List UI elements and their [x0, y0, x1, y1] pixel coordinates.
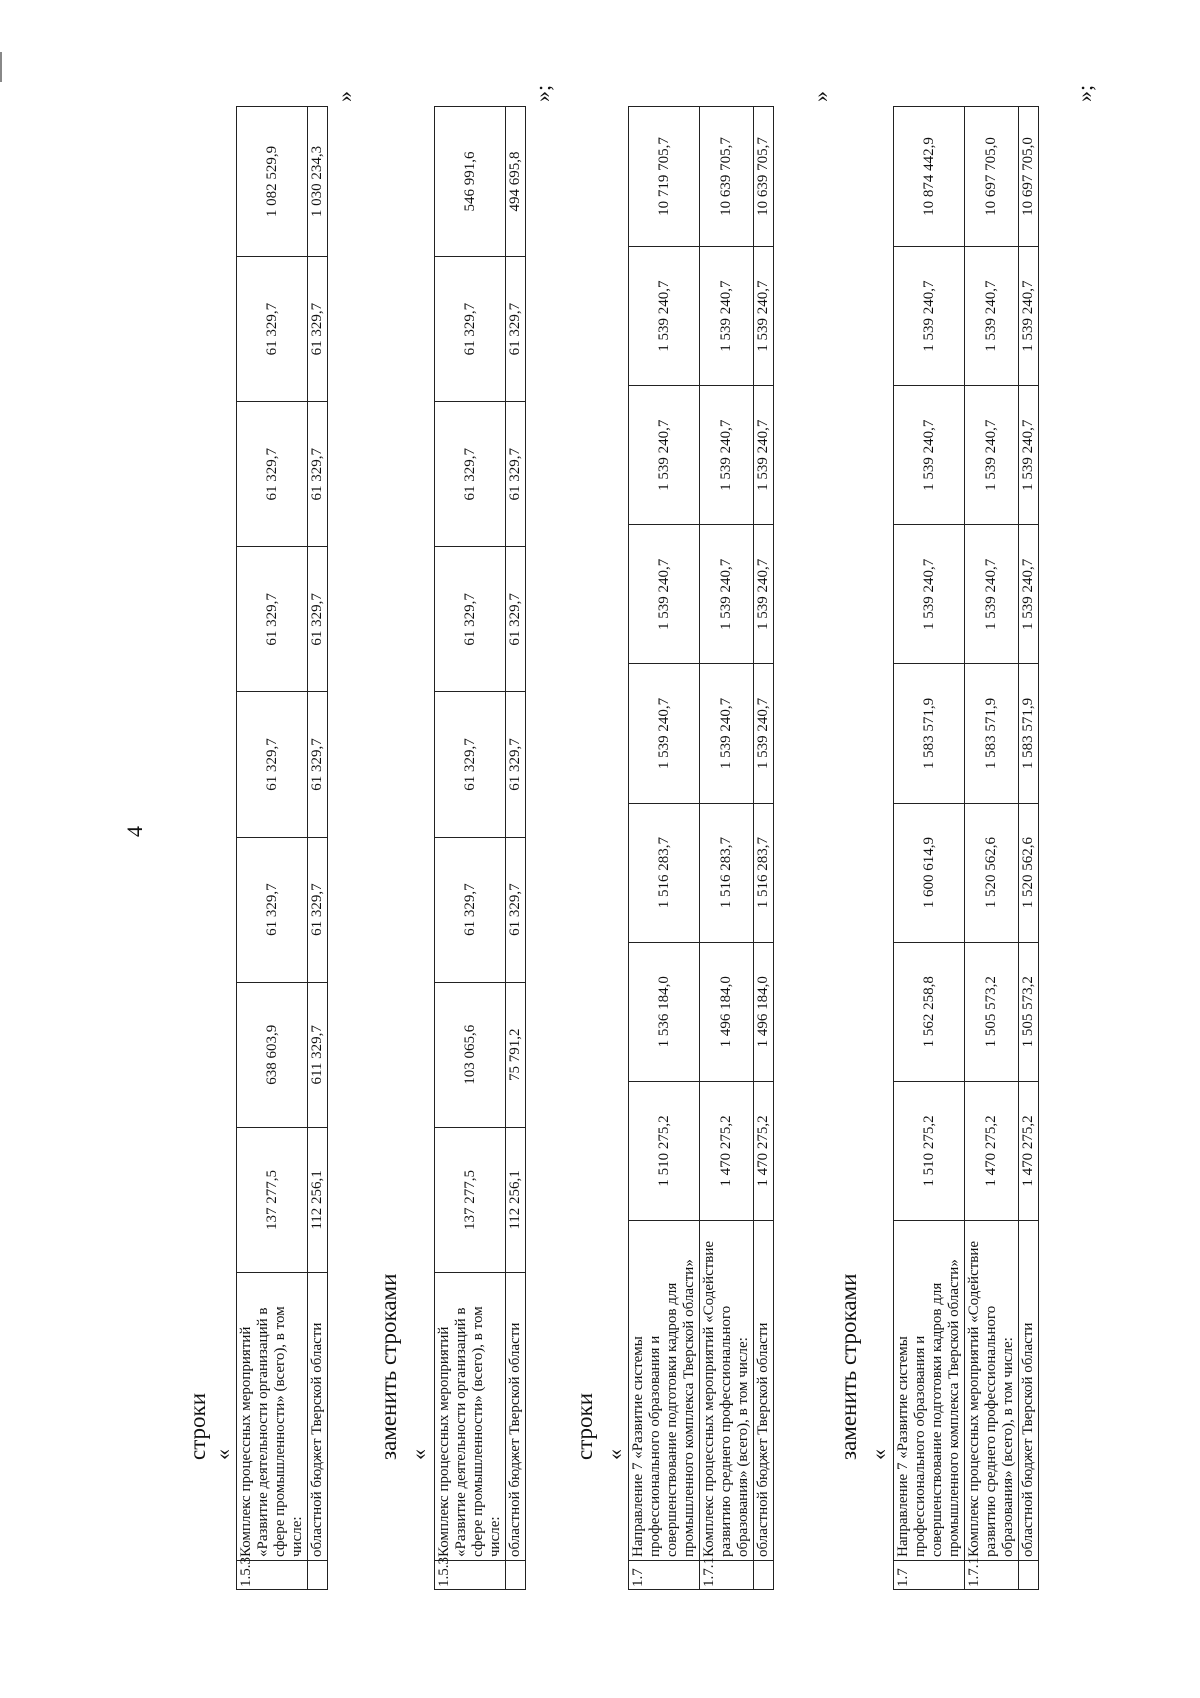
section-1-table: [236, 106, 328, 1590]
value-cell: 1 539 240,7: [754, 525, 774, 664]
value-cell: 1 536 184,0: [629, 942, 700, 1081]
total-cell: 10 719 705,7: [629, 107, 700, 247]
value-cell: 1 562 258,8: [894, 942, 965, 1081]
row-name: областной бюджет Тверской области: [1019, 1221, 1039, 1561]
section-4-close-quote: »;: [1072, 84, 1097, 102]
value-cell: 103 065,6: [435, 982, 506, 1127]
value-cell: 61 329,7: [435, 402, 506, 547]
table-row: [894, 107, 965, 1590]
value-cell: 1 539 240,7: [754, 247, 774, 386]
table-row: [700, 107, 754, 1590]
value-cell: 61 329,7: [435, 837, 506, 982]
value-cell: 1 539 240,7: [629, 247, 700, 386]
value-cell: 1 539 240,7: [700, 525, 754, 664]
value-cell: 1 539 240,7: [754, 386, 774, 525]
value-cell: 61 329,7: [506, 547, 526, 692]
total-cell: 10 874 442,9: [894, 107, 965, 247]
row-number: 1.7.1: [700, 1561, 754, 1590]
row-name: областной бюджет Тверской области: [754, 1221, 774, 1561]
row-name: Направление 7 «Развитие системы профессионального образования и совершенствование подготовки кадров для промышленного комплекса Тверской области»: [894, 1221, 965, 1561]
value-cell: 75 791,2: [506, 982, 526, 1127]
value-cell: 61 329,7: [237, 547, 308, 692]
value-cell: 61 329,7: [237, 837, 308, 982]
section-1-close-quote: »: [332, 91, 357, 102]
table-row: [629, 107, 700, 1590]
value-cell: 61 329,7: [506, 402, 526, 547]
value-cell: 1 539 240,7: [965, 386, 1019, 525]
total-cell: 546 991,6: [435, 107, 506, 257]
value-cell: 1 510 275,2: [629, 1081, 700, 1220]
value-cell: 61 329,7: [308, 547, 328, 692]
section-3-open-quote: «: [602, 1449, 627, 1460]
value-cell: 61 329,7: [308, 837, 328, 982]
value-cell: 1 539 240,7: [1019, 525, 1039, 664]
value-cell: 61 329,7: [506, 692, 526, 837]
total-cell: 1 082 529,9: [237, 107, 308, 257]
value-cell: 1 516 283,7: [629, 803, 700, 942]
section-2-open-quote: «: [406, 1449, 431, 1460]
value-cell: 1 539 240,7: [894, 525, 965, 664]
page-number: 4: [122, 826, 147, 837]
section-4-open-quote: «: [866, 1449, 891, 1460]
value-cell: 1 539 240,7: [1019, 386, 1039, 525]
value-cell: 611 329,7: [308, 982, 328, 1127]
value-cell: 1 496 184,0: [754, 942, 774, 1081]
row-name: Направление 7 «Развитие системы профессионального образования и совершенствование подготовки кадров для промышленного комплекса Тверской области»: [629, 1221, 700, 1561]
value-cell: 1 539 240,7: [894, 247, 965, 386]
value-cell: 137 277,5: [237, 1127, 308, 1272]
total-cell: 1 030 234,3: [308, 107, 328, 257]
value-cell: 61 329,7: [435, 692, 506, 837]
value-cell: 1 539 240,7: [700, 664, 754, 803]
value-cell: 1 539 240,7: [965, 525, 1019, 664]
value-cell: 1 583 571,9: [1019, 664, 1039, 803]
section-1-intro: строки: [185, 1392, 210, 1460]
value-cell: 1 600 614,9: [894, 803, 965, 942]
row-number: [754, 1561, 774, 1590]
row-number: 1.7: [629, 1561, 700, 1590]
value-cell: 61 329,7: [237, 692, 308, 837]
section-3-table: [628, 106, 774, 1590]
value-cell: 1 516 283,7: [700, 803, 754, 942]
value-cell: 1 539 240,7: [894, 386, 965, 525]
row-number: [506, 1561, 526, 1590]
value-cell: 1 539 240,7: [700, 247, 754, 386]
value-cell: 1 539 240,7: [629, 664, 700, 803]
value-cell: 1 520 562,6: [965, 803, 1019, 942]
value-cell: 61 329,7: [506, 837, 526, 982]
value-cell: 1 470 275,2: [754, 1081, 774, 1220]
value-cell: 1 539 240,7: [965, 247, 1019, 386]
table-row: [308, 107, 328, 1590]
section-2-intro: заменить строками: [376, 1273, 401, 1460]
total-cell: 494 695,8: [506, 107, 526, 257]
value-cell: 61 329,7: [506, 257, 526, 402]
row-name: областной бюджет Тверской области: [308, 1273, 328, 1561]
total-cell: 10 639 705,7: [700, 107, 754, 247]
value-cell: 112 256,1: [308, 1127, 328, 1272]
section-1-open-quote: «: [210, 1449, 235, 1460]
section-4-intro: заменить строками: [836, 1273, 861, 1460]
row-number: [308, 1561, 328, 1590]
value-cell: 112 256,1: [506, 1127, 526, 1272]
row-number: 1.5.3: [237, 1561, 308, 1590]
total-cell: 10 639 705,7: [754, 107, 774, 247]
value-cell: 1 583 571,9: [894, 664, 965, 803]
row-number: 1.7.1: [965, 1561, 1019, 1590]
value-cell: 1 505 573,2: [1019, 942, 1039, 1081]
table-row: [965, 107, 1019, 1590]
row-number: 1.5.3: [435, 1561, 506, 1590]
row-name: Комплекс процессных мероприятий «Содействие развитию среднего профессионального образования» (всего), в том числе:: [965, 1221, 1019, 1561]
table-row: [754, 107, 774, 1590]
value-cell: 61 329,7: [237, 257, 308, 402]
value-cell: 137 277,5: [435, 1127, 506, 1272]
value-cell: 61 329,7: [308, 692, 328, 837]
row-number: 1.7: [894, 1561, 965, 1590]
value-cell: 1 470 275,2: [1019, 1081, 1039, 1220]
section-4-table: [893, 106, 1039, 1590]
value-cell: 1 470 275,2: [965, 1081, 1019, 1220]
value-cell: 1 520 562,6: [1019, 803, 1039, 942]
value-cell: 1 496 184,0: [700, 942, 754, 1081]
value-cell: 61 329,7: [237, 402, 308, 547]
value-cell: 61 329,7: [435, 257, 506, 402]
table-row: [237, 107, 308, 1590]
section-3-close-quote: »: [808, 91, 833, 102]
table-row: [506, 107, 526, 1590]
section-3-intro: строки: [572, 1392, 597, 1460]
value-cell: 1 583 571,9: [965, 664, 1019, 803]
value-cell: 61 329,7: [308, 257, 328, 402]
value-cell: 1 539 240,7: [754, 664, 774, 803]
section-2-close-quote: »;: [530, 84, 555, 102]
row-name: Комплекс процессных мероприятий «Развитие деятельности организаций в сфере промышленности» (всего), в том числе:: [237, 1273, 308, 1561]
value-cell: 638 603,9: [237, 982, 308, 1127]
total-cell: 10 697 705,0: [965, 107, 1019, 247]
value-cell: 1 510 275,2: [894, 1081, 965, 1220]
value-cell: 61 329,7: [308, 402, 328, 547]
value-cell: 1 516 283,7: [754, 803, 774, 942]
value-cell: 1 505 573,2: [965, 942, 1019, 1081]
row-name: Комплекс процессных мероприятий «Содействие развитию среднего профессионального образования» (всего), в том числе:: [700, 1221, 754, 1561]
table-row: [435, 107, 506, 1590]
value-cell: 1 539 240,7: [700, 386, 754, 525]
row-number: [1019, 1561, 1039, 1590]
value-cell: 1 539 240,7: [1019, 247, 1039, 386]
total-cell: 10 697 705,0: [1019, 107, 1039, 247]
row-name: областной бюджет Тверской области: [506, 1273, 526, 1561]
row-name: Комплекс процессных мероприятий «Развитие деятельности организаций в сфере промышленности» (всего), в том числе:: [435, 1273, 506, 1561]
section-2-table: [434, 106, 526, 1590]
table-row: [1019, 107, 1039, 1590]
value-cell: 1 539 240,7: [629, 525, 700, 664]
value-cell: 1 470 275,2: [700, 1081, 754, 1220]
value-cell: 1 539 240,7: [629, 386, 700, 525]
value-cell: 61 329,7: [435, 547, 506, 692]
